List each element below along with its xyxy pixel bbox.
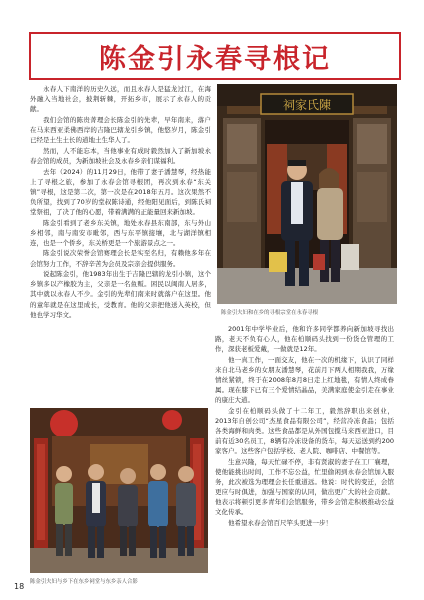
ancestral-hall-sign: 祠家氏陳 — [282, 98, 332, 112]
paragraph: 他一真工作，一面交友，他在一次的机缘下，认识了同样来自北马老乡的女朋友潘慧琴，花前月下两人相期我我，万缘情丝紧锁，终于在2008年8月8日走上红地毯，有情人终成眷属。现在膝下已有三个爱情结晶品，美满家庭使金引走在事业的康庄大道。 — [215, 355, 394, 405]
paragraph: 我们会馆的陈贵菁理会长陈金引的先辈，早年南来，落户在马来西亚柔佛西岸的吉隆巴辖龙引乡镇，他悠岁月，陈金引已经是土生土长的道地土生华人了。 — [30, 115, 211, 145]
left-column-text — [30, 84, 211, 320]
paragraph: 2001年中学毕业后，他和许多同学都养向新加坡寻找出路，老天不负有心人，他在柏顺码头找到一份货仓管理的工作，深获老板爱戴，一做就是12年。 — [215, 325, 394, 354]
paragraph: 生意兴隆，每天忙碌不停，非有贤淑的妻子在工厂襄理，使他能挑出时间，工作不忘公益，忙里偷闲到永春会馆加入服务，此次被选为理理会长任重道远。他说：时代的变迁，会馆更应与时俱进，加强与国家的认同，做出更广大的社会贡献。他表示将顿引更多青年们会馆服务，带乡会馆走积极推动公益文化传承。 — [215, 458, 394, 517]
title-banner — [29, 32, 401, 80]
paragraph: 他希望永春会馆百尺竿头更进一步！ — [228, 519, 332, 528]
paragraph: 金引在柏顺码头做了十二年工，毅然辞职出来创业，2013年自创公司“杰星食品有限公司”，经营冷冻食品；包括各类海鲜和肉类。这些食品都是从外国包揽马来西亚进口，目前有近30名员工，8辆有冷冻设备的货车，每天运送到约200家客户。这些客户包括学校、老人院、咖啡店、中餐馆等。 — [215, 406, 394, 456]
paragraph: 永春人下南洋的历史久远，而且永春人是猛龙过江，在海外融入当地社会，披荆斩棘，开拓乡市，展示了永春人的贡献。 — [30, 85, 211, 114]
photo2-caption: 陈金引夫妇与乡下在东乡祠堂与东乡亲人合影 — [30, 579, 138, 585]
paragraph: 陈金引说次荣誉会馆赛理会长是实至名归，有赖他多年在会馆努力工作，不辞辛苦为会员及宗亲会提供服务。 — [30, 249, 211, 268]
article-title: 陈金引永春寻根记 — [99, 43, 331, 75]
right-column-text — [215, 324, 394, 529]
photo-group-ancestral-hall — [30, 408, 208, 573]
photo1-caption: 陈金引夫妇和在乡的寻根宗堂在永春寻根 — [221, 310, 319, 316]
page-number: 18 — [14, 582, 25, 591]
paragraph: 说起陈金引，他1983年出生于吉隆巴辖的龙引小镇，这个乡镇多以产橡胶为主，父亲是一名鱼贩。困民以闽南人居多，其中就以永春人不少。金引的先辈们南来时就落户在这里。他的童年就是在这里成长，受教育。他的父亲把他送入英校，但他也学习华文。 — [30, 270, 211, 319]
paragraph: 去年（2024）的11月29日，他带了妻子潘慧琴，经热能上了寻根之旅，参加了永春会馆寻根团，再次到永春“东关镇”寻根，这是第二次，第一次是在2018年五月。这次果然不负所望，找到了70岁的堂叔陈诗通，经他阳见面后，到陈氏祠堂祭祖，了决了他的心愿，带着满满的正能量回来新加坡。 — [30, 167, 211, 216]
paragraph: 然而，人不能忘本，当他事业有成时毅然加入了新加坡永春会馆的成员，为新加坡社会及永春乡亲们谋福利。 — [30, 146, 211, 165]
paragraph: 陈金引看到了老乡东关镇，地处永春县东南部，东与外山乡相邻，南与南安市毗邻，西与东平镇接壤，北与湖洋镇相连，也是一个侨乡，东关桥更是一个旅游景点之一。 — [30, 218, 211, 247]
photo-couple-ancestral-hall — [217, 84, 397, 304]
